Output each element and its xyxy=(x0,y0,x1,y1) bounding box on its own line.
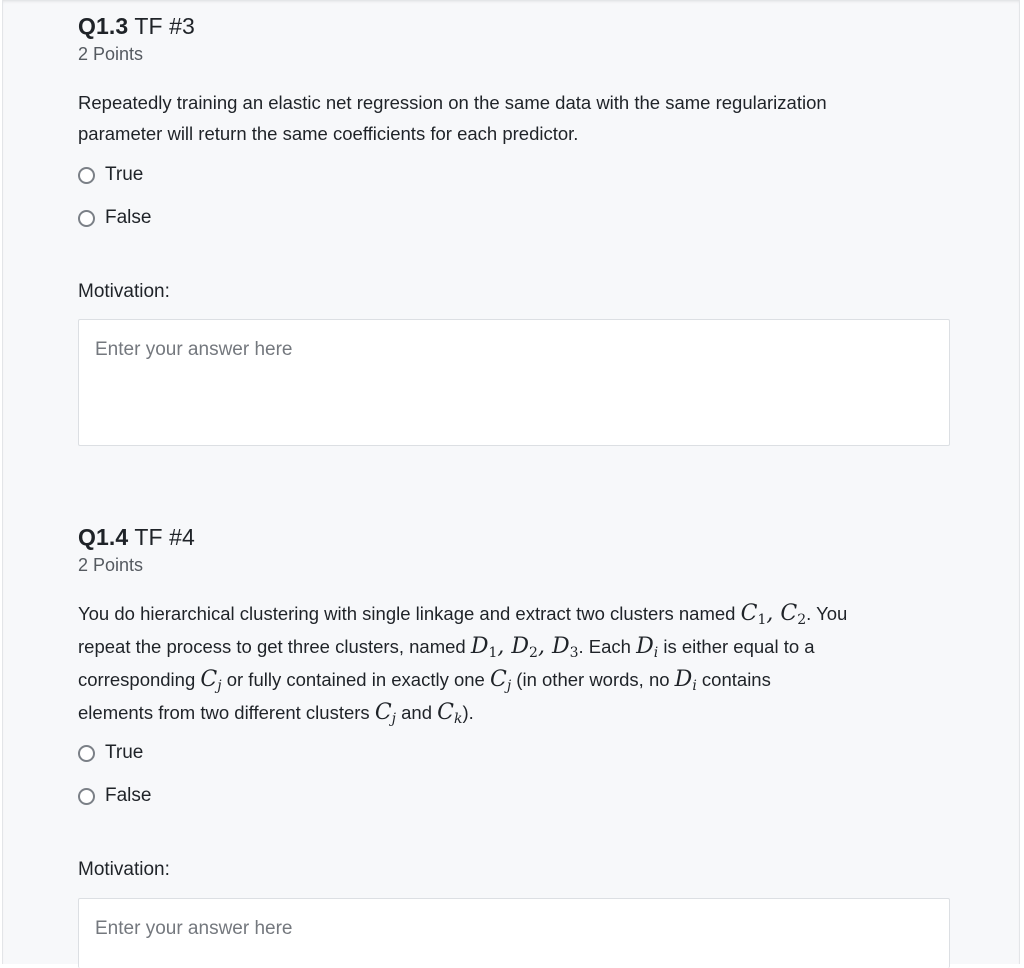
math-ck: $C_k$ xyxy=(437,700,463,727)
option-true[interactable] xyxy=(78,162,143,188)
question-title xyxy=(78,523,950,551)
math-cj: $C_j$ xyxy=(489,667,512,694)
motivation-label: Motivation: xyxy=(78,281,170,302)
option-false[interactable] xyxy=(78,205,151,231)
question-prompt xyxy=(78,87,950,149)
option-label: False xyxy=(105,207,152,228)
math-c1: $C_1$ xyxy=(740,601,767,628)
option-true[interactable] xyxy=(78,740,143,766)
radio-false[interactable] xyxy=(78,788,95,805)
math-comma: , xyxy=(537,634,552,659)
option-label: False xyxy=(105,785,152,806)
question-number: Q1.4 xyxy=(78,524,129,550)
prompt-text: . You xyxy=(806,603,848,624)
option-false[interactable] xyxy=(78,783,151,809)
prompt-text: repeat the process to get three clusters, named xyxy=(78,636,471,657)
answer-box xyxy=(78,898,950,968)
prompt-text: (in other words, no xyxy=(511,669,675,690)
math-d3: $D_3$ xyxy=(551,634,579,661)
question-name: TF #4 xyxy=(134,524,195,550)
math-comma: , xyxy=(497,634,512,659)
option-label: True xyxy=(105,164,144,185)
prompt-text: contains xyxy=(696,669,771,690)
question-points: 2 Points xyxy=(78,555,144,575)
question-q1-4 xyxy=(78,523,950,880)
radio-true[interactable] xyxy=(78,167,95,184)
question-name: TF #3 xyxy=(134,13,195,39)
answer-input[interactable] xyxy=(79,899,949,968)
answer-input[interactable] xyxy=(79,320,949,445)
prompt-line: parameter will return the same coefficients for each predictor. xyxy=(78,123,579,144)
question-q1-3 xyxy=(78,12,950,302)
radio-false[interactable] xyxy=(78,210,95,227)
math-cj: $C_j$ xyxy=(200,667,222,694)
math-di: $D_i$ xyxy=(636,634,659,661)
math-cj: $C_j$ xyxy=(374,700,396,727)
prompt-text: . Each xyxy=(578,636,637,657)
question-number: Q1.3 xyxy=(78,13,129,39)
question-title xyxy=(78,12,950,40)
answer-box xyxy=(78,319,950,446)
question-points: 2 Points xyxy=(78,44,144,64)
prompt-text: ). xyxy=(462,702,474,723)
math-c2: $C_2$ xyxy=(780,601,807,628)
math-comma: , xyxy=(766,601,781,626)
prompt-line xyxy=(78,696,950,729)
quiz-page xyxy=(2,0,1020,964)
math-d2: $D_2$ xyxy=(511,634,538,661)
question-prompt xyxy=(78,597,950,729)
math-di: $D_i$ xyxy=(674,667,697,694)
prompt-text: elements from two different clusters xyxy=(78,702,375,723)
math-d1: $D_1$ xyxy=(470,634,498,661)
radio-true[interactable] xyxy=(78,745,95,762)
prompt-line xyxy=(78,630,950,663)
prompt-text: You do hierarchical clustering with single linkage and extract two clusters named xyxy=(78,603,741,624)
motivation-label: Motivation: xyxy=(78,859,170,880)
prompt-text: is either equal to a xyxy=(658,636,815,657)
option-label: True xyxy=(105,742,144,763)
prompt-line xyxy=(78,597,950,630)
prompt-line: Repeatedly training an elastic net regression on the same data with the same regularization xyxy=(78,92,827,113)
prompt-text: corresponding xyxy=(78,669,201,690)
prompt-text: or fully contained in exactly one xyxy=(221,669,490,690)
prompt-line xyxy=(78,663,950,696)
prompt-text: and xyxy=(396,702,438,723)
